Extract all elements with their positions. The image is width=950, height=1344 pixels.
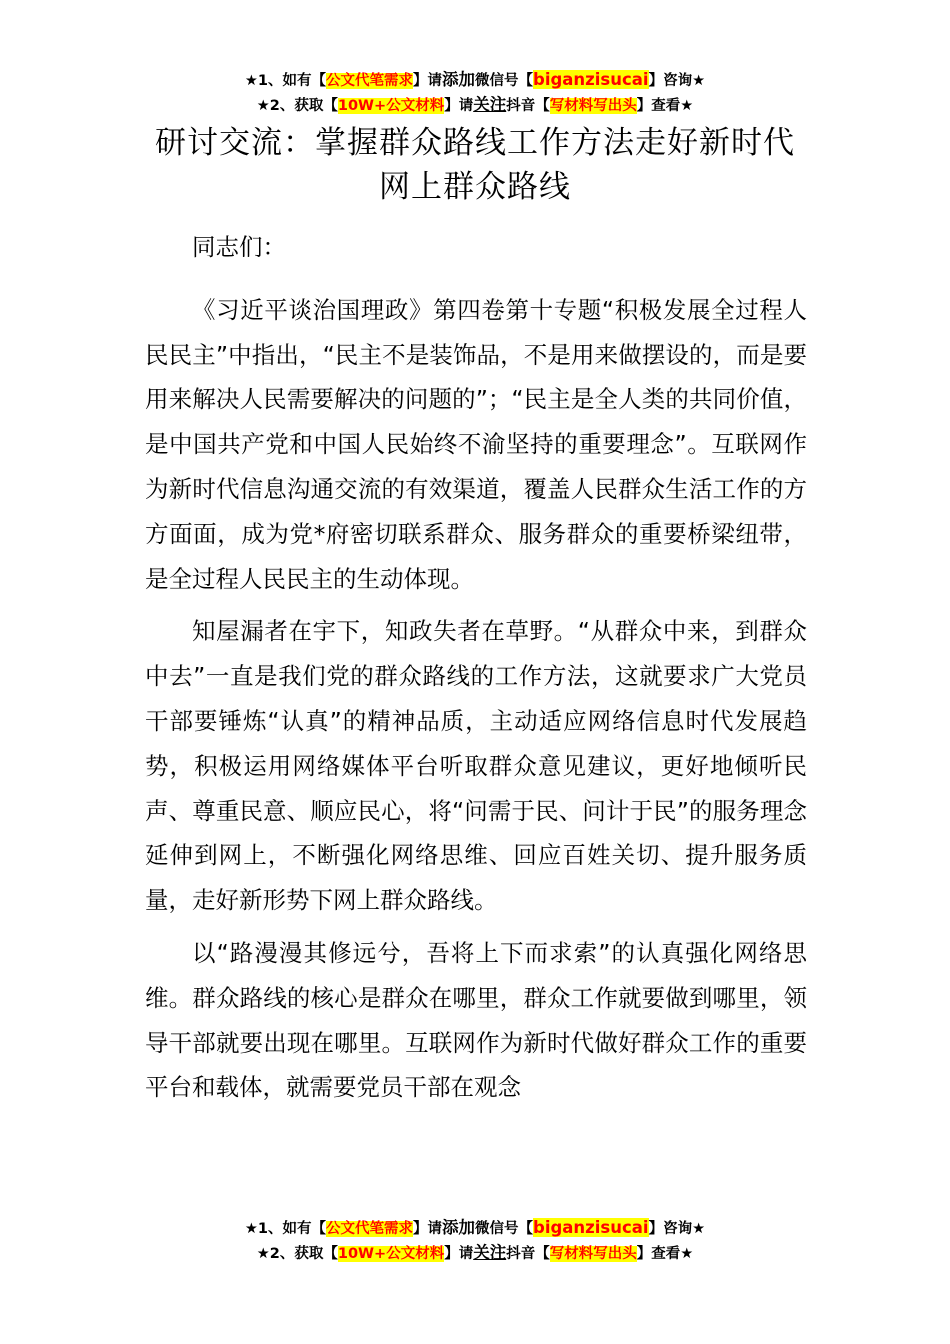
banner-text: 】请 bbox=[413, 73, 443, 89]
banner-text: 微信号【 bbox=[475, 73, 534, 89]
paragraph-1: 《习近平谈治国理政》第四卷第十专题“积极发展全过程人民民主”中指出，“民主不是装饰品，不是用来做摆设的，而是要用来解决人民需要解决的问题的”；“民主是全人类的共同价值，是中国共产党和中国人民始终不渝坚持的重要理念”。互联网作为新时代信息沟通交流的有效渠道，覆盖人民群众生活工作的方方面面，成为党*府密切联系群众、服务群众的重要桥梁纽带，是全过程人民民主的生动体现。 bbox=[145, 295, 807, 593]
banner-emphasis: 关注 bbox=[473, 1243, 507, 1262]
banner-wechat-id: biganzisucai bbox=[533, 1218, 649, 1237]
banner-text: ★1、如有【 bbox=[244, 1221, 327, 1237]
banner-text: ★2、获取【 bbox=[256, 1246, 338, 1262]
banner-highlight: 10W+公文材料 bbox=[337, 1246, 445, 1262]
banner-line-1 bbox=[0, 1216, 950, 1241]
banner-emphasis: 添加 bbox=[442, 70, 476, 89]
banner-highlight: 写材料写出头 bbox=[549, 98, 637, 114]
banner-wechat-id: biganzisucai bbox=[533, 70, 649, 89]
banner-text: ★1、如有【 bbox=[244, 73, 327, 89]
banner-highlight: 公文代笔需求 bbox=[326, 1221, 414, 1237]
banner-highlight: 10W+公文材料 bbox=[337, 98, 445, 114]
banner-text: 微信号【 bbox=[475, 1221, 534, 1237]
greeting: 同志们： bbox=[192, 233, 286, 261]
header-banner bbox=[0, 68, 950, 118]
banner-line-2 bbox=[0, 93, 950, 118]
banner-text: 】请 bbox=[413, 1221, 443, 1237]
banner-line-1 bbox=[0, 68, 950, 93]
paragraph-2: 知屋漏者在宇下，知政失者在草野。“从群众中来，到群众中去”一直是我们党的群众路线的工作方法，这就要求广大党员干部要锤炼“认真”的精神品质，主动适应网络信息时代发展趋势，积极运用网络媒体平台听取群众意见建议，更好地倾听民声、尊重民意、顺应民心，将“问需于民、问计于民”的服务理念延伸到网上，不断强化网络思维、回应百姓关切、提升服务质量，走好新形势下网上群众路线。 bbox=[145, 617, 807, 915]
banner-emphasis: 关注 bbox=[473, 95, 507, 114]
banner-text: 抖音【 bbox=[506, 98, 550, 114]
footer-banner bbox=[0, 1216, 950, 1266]
document-title: 研讨交流：掌握群众路线工作方法走好新时代网上群众路线 bbox=[155, 125, 795, 205]
banner-text: 】咨询★ bbox=[648, 1221, 706, 1237]
document-body bbox=[145, 225, 807, 1118]
banner-emphasis: 添加 bbox=[442, 1218, 476, 1237]
banner-text: ★2、获取【 bbox=[256, 98, 338, 114]
banner-text: 】请 bbox=[444, 1246, 474, 1262]
banner-text: 】查看★ bbox=[636, 98, 694, 114]
banner-highlight: 写材料写出头 bbox=[549, 1246, 637, 1262]
paragraph-3: 以“路漫漫其修远兮，吾将上下而求索”的认真强化网络思维。群众路线的核心是群众在哪里，群众工作就要做到哪里，领导干部就要出现在哪里。互联网作为新时代做好群众工作的重要平台和载体，就需要党员干部在观念 bbox=[145, 938, 807, 1102]
banner-line-2 bbox=[0, 1241, 950, 1266]
banner-text: 】查看★ bbox=[636, 1246, 694, 1262]
banner-text: 】咨询★ bbox=[648, 73, 706, 89]
banner-highlight: 公文代笔需求 bbox=[326, 73, 414, 89]
banner-text: 抖音【 bbox=[506, 1246, 550, 1262]
banner-text: 】请 bbox=[444, 98, 474, 114]
